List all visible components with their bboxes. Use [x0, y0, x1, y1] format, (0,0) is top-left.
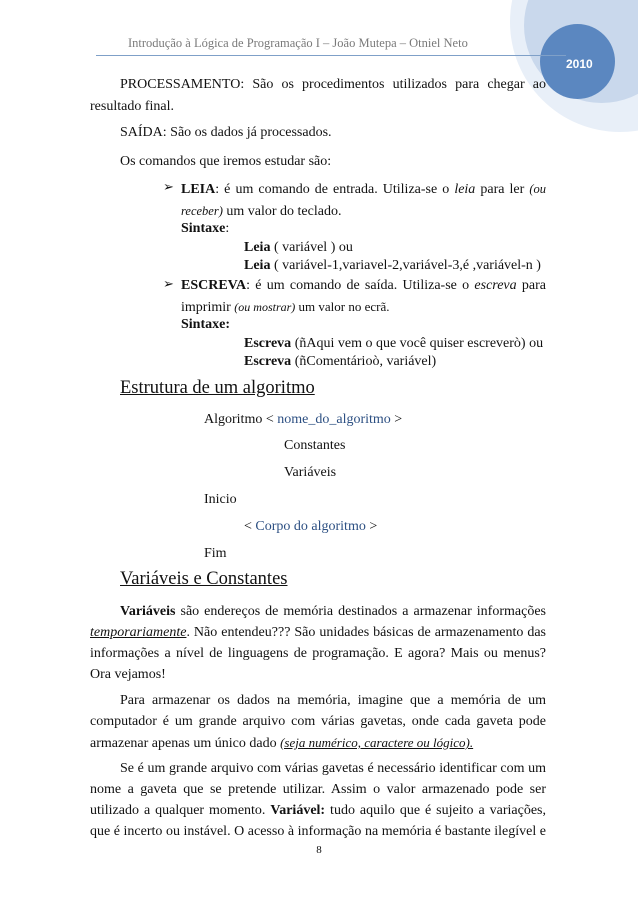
escreva-keyword: ESCREVA	[181, 278, 247, 293]
algoritmo-keyword: Algoritmo	[204, 412, 266, 427]
bullet-arrow-icon: ➢	[163, 179, 174, 194]
p3-line-4: que é incerto ou instável. O acesso à informação na memória é bastante ilegível e	[90, 824, 546, 839]
algoritmo-lt: <	[265, 412, 278, 427]
estrutura-heading: Estrutura de um algoritmo	[120, 378, 315, 398]
corpo-gt: >	[365, 519, 378, 534]
comandos-intro: Os comandos que iremos estudar são:	[120, 154, 332, 169]
variaveis-line: Variáveis	[284, 465, 337, 480]
p2-line-3	[90, 732, 473, 755]
p1-line-3: informações a nível de linguagens de programação. E agora? Mais ou menus?	[90, 646, 546, 661]
inicio-line: Inicio	[204, 492, 237, 507]
escreva-text: : é um comando de saída. Utiliza-se o	[246, 278, 475, 293]
p3-line-2: nome a gaveta que se pretende utilizar. Assim o valor armazenado pode ser	[90, 782, 546, 797]
escreva-sintaxe-word: Sintaxe:	[181, 317, 230, 332]
leia-sintaxe-word: Sintaxe	[181, 221, 226, 236]
leia-sintaxe-label	[181, 218, 229, 240]
escreva-ou-mostrar: (ou mostrar)	[234, 300, 296, 314]
escreva-line-1	[181, 275, 546, 297]
escreva-syntax-keyword-1: Escreva	[244, 336, 292, 351]
varconst-heading: Variáveis e Constantes	[120, 569, 288, 589]
leia-receber: receber)	[181, 204, 223, 218]
leia-syntax-2	[244, 255, 541, 277]
constantes-line: Constantes	[284, 438, 346, 453]
escreva-syntax-args-2: (ñComentárioò, variável)	[291, 354, 437, 369]
algoritmo-line	[204, 409, 402, 431]
escreva-text-3: um valor no ecrã.	[295, 299, 390, 314]
p1-text-1: são endereços de memória destinados a armazenar informações	[175, 604, 546, 619]
leia-syntax-args-2: ( variável-1,variavel-2,variável-3,é ,variável-n )	[270, 258, 541, 273]
escreva-imprimir: imprimir	[181, 300, 235, 315]
temporariamente-italic: temporariamente	[90, 625, 187, 640]
bullet-arrow-icon: ➢	[163, 276, 174, 291]
corpo-line	[244, 516, 377, 538]
p3-line-1: Se é um grande arquivo com várias gavetas é necessário identificar com um	[120, 761, 546, 776]
fim-line: Fim	[204, 546, 227, 561]
header-rule	[96, 55, 566, 56]
p3-text-2: tudo aquilo que é sujeito a variações,	[325, 803, 546, 818]
leia-text: : é um comando de entrada. Utiliza-se o	[215, 182, 455, 197]
leia-line-1	[181, 178, 546, 201]
leia-italic: leia	[454, 182, 476, 197]
leia-syntax-keyword-1: Leia	[244, 240, 271, 255]
running-header: Introdução à Lógica de Programação I – João Mutepa – Otniel Neto	[128, 36, 468, 50]
leia-sintaxe-colon: :	[225, 221, 230, 236]
p3-text-1: utilizado a qualquer momento.	[90, 803, 271, 818]
p1-line-4: Ora vejamos!	[90, 667, 166, 682]
p2-text: armazenar apenas um único dado	[90, 736, 281, 751]
p2-italic: (seja numérico, caractere ou lógico).	[280, 735, 474, 750]
corpo-placeholder: Corpo do algoritmo	[255, 519, 366, 534]
leia-text-3: um valor do teclado.	[222, 204, 342, 219]
p1-line-2	[90, 622, 546, 644]
escreva-syntax-args-1: (ñAqui vem o que você quiser escreverò) ou	[291, 336, 544, 351]
variaveis-bold: Variáveis	[120, 604, 176, 619]
leia-syntax-keyword-2: Leia	[244, 258, 271, 273]
leia-keyword: LEIA	[181, 182, 216, 197]
saida-paragraph: SAÍDA: São os dados já processados.	[120, 125, 332, 140]
processamento-line-1: PROCESSAMENTO: São os procedimentos utilizados para chegar ao	[120, 77, 546, 92]
escreva-sintaxe-label	[181, 314, 230, 336]
leia-ou: (ou	[529, 182, 547, 196]
leia-syntax-args-1: ( variável ) ou	[270, 240, 353, 255]
escreva-italic: escreva	[474, 278, 517, 293]
p2-line-1: Para armazenar os dados na memória, imagine que a memória de um	[120, 693, 546, 708]
processamento-line-2: resultado final.	[90, 99, 174, 114]
algoritmo-name-placeholder: nome_do_algoritmo	[277, 412, 391, 427]
variavel-bold: Variável:	[270, 803, 326, 818]
page-number: 8	[316, 844, 322, 856]
corpo-lt: <	[244, 519, 256, 534]
escreva-syntax-keyword-2: Escreva	[244, 354, 292, 369]
escreva-syntax-2	[244, 351, 436, 373]
leia-text-2: para ler	[475, 182, 530, 197]
p1-text-2: . Não entendeu??? São unidades básicas de armazenamento das	[186, 625, 546, 640]
algoritmo-gt: >	[390, 412, 403, 427]
p1-line-1	[120, 601, 546, 623]
p2-line-2: computador é um grande arquivo com várias gavetas, onde cada gaveta pode	[90, 714, 546, 729]
escreva-text-2: para	[516, 278, 546, 293]
p3-line-3	[90, 800, 546, 822]
year-label: 2010	[566, 57, 593, 71]
